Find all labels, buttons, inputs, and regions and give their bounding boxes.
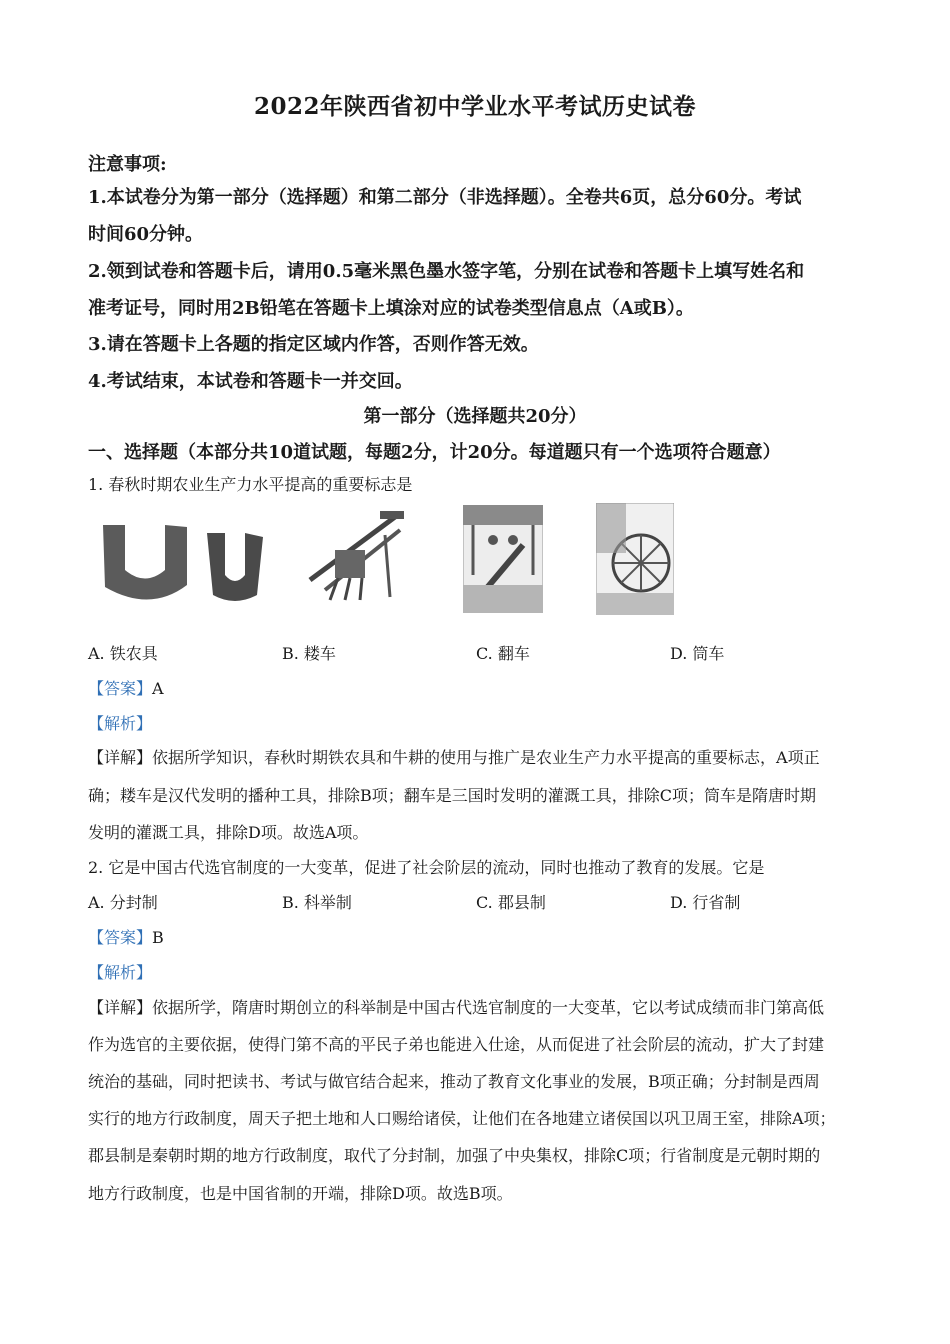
answer-value: A: [152, 679, 164, 698]
detail-tag: 【详解】: [88, 748, 153, 767]
detail-line: 发明的灌溉工具，排除D项。故选A项。: [88, 823, 369, 842]
answer-value: B: [152, 928, 164, 947]
detail-text: 依据所学，隋唐时期创立的科举制是中国古代选官制度的一大变革，它以考试成绩而非门第高低: [152, 998, 825, 1017]
iron-tools-image: [95, 515, 270, 605]
notice-line: 3.请在答题卡上各题的指定区域内作答，否则作答无效。: [88, 334, 539, 355]
question-1-stem: 1. 春秋时期农业生产力水平提高的重要标志是: [88, 475, 413, 494]
notice-heading: 注意事项:: [88, 154, 167, 175]
detail-line: 确；耧车是汉代发明的播种工具，排除B项；翻车是三国时发明的灌溉工具，排除C项；筒车是隋唐时期: [88, 786, 817, 805]
notice-line: 2.领到试卷和答题卡后，请用0.5毫米黑色墨水签字笔，分别在试卷和答题卡上填写姓名和: [88, 261, 805, 282]
section-title: 一、选择题（本部分共10道试题，每题2分，计20分。每道题只有一个选项符合题意）: [88, 442, 781, 463]
analysis-tag: 【解析】: [88, 963, 153, 982]
part-title: 第一部分（选择题共20分）: [363, 406, 587, 427]
option-c: C. 郡县制: [476, 893, 546, 912]
answer-line: [88, 925, 164, 948]
answer-line: [88, 676, 164, 699]
detail-line: [88, 745, 820, 768]
detail-line: 统治的基础，同时把读书、考试与做官结合起来，推动了教育文化事业的发展，B项正确；分封制是西周: [88, 1072, 820, 1091]
answer-tag: 【答案】: [88, 679, 153, 698]
notice-line: 4.考试结束，本试卷和答题卡一并交回。: [88, 371, 413, 392]
detail-line: 实行的地方行政制度，周天子把土地和人口赐给诸侯，让他们在各地建立诸侯国以巩卫周王室，排除A项；: [88, 1109, 836, 1128]
option-c: C. 翻车: [476, 644, 530, 663]
answer-tag: 【答案】: [88, 928, 153, 947]
detail-line: 郡县制是秦朝时期的地方行政制度，取代了分封制，加强了中央集权，排除C项；行省制度是元朝时期的: [88, 1146, 821, 1165]
notice-line: 1.本试卷分为第一部分（选择题）和第二部分（非选择题）。全卷共6页，总分60分。考试: [88, 187, 802, 208]
option-b: B. 科举制: [282, 893, 352, 912]
detail-line: 作为选官的主要依据，使得门第不高的平民子弟也能进入仕途，从而促进了社会阶层的流动，扩大了封建: [88, 1035, 825, 1054]
option-a: A. 分封制: [88, 893, 158, 912]
option-b: B. 耧车: [282, 644, 336, 663]
page-title: 2022年陕西省初中学业水平考试历史试卷: [253, 93, 696, 120]
option-a: A. 铁农具: [88, 644, 158, 663]
notice-line: 准考证号，同时用2B铅笔在答题卡上填涂对应的试卷类型信息点（A或B）。: [88, 298, 694, 319]
option-d: D. 行省制: [670, 893, 741, 912]
detail-line: 地方行政制度，也是中国省制的开端，排除D项。故选B项。: [88, 1184, 513, 1203]
detail-text: 依据所学知识，春秋时期铁农具和牛耕的使用与推广是农业生产力水平提高的重要标志，A项正: [152, 748, 820, 767]
detail-line: [88, 995, 824, 1018]
option-d: D. 筒车: [670, 644, 725, 663]
chain-pump-image: [463, 505, 543, 613]
detail-tag: 【详解】: [88, 998, 153, 1017]
water-wheel-image: [596, 503, 674, 615]
notice-line: 时间60分钟。: [88, 224, 204, 245]
question-2-stem: 2. 它是中国古代选官制度的一大变革，促进了社会阶层的流动，同时也推动了教育的发展。它是: [88, 858, 765, 877]
analysis-tag: 【解析】: [88, 714, 153, 733]
seed-drill-image: [300, 505, 410, 605]
